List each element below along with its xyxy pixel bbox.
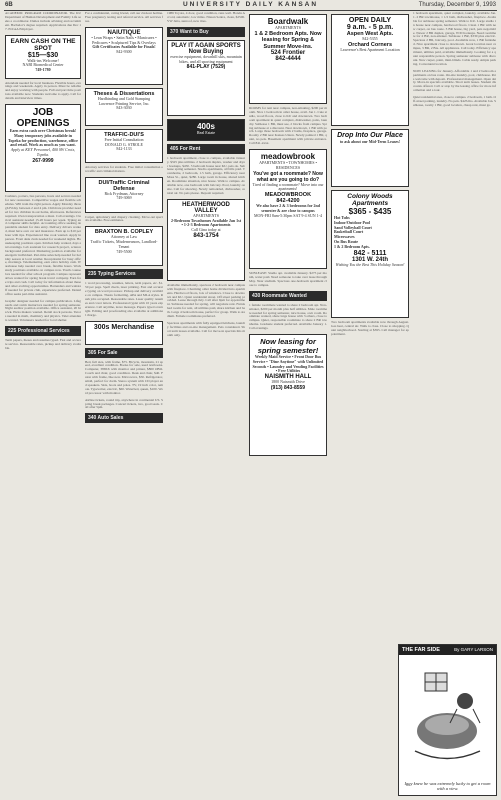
page-number-left: 6B [5, 2, 13, 8]
drop-in-ad [331, 129, 409, 187]
heatherwood-title: HEATHERWOOD VALLEY [182, 201, 230, 214]
naiutique-ad [85, 27, 163, 85]
column-4 [248, 12, 328, 796]
earn-cash-org: NABI Biomedical Center [22, 62, 64, 68]
heatherwood-ad [167, 199, 245, 281]
classified-text: SUBLEASE: Studio apt. available January. $275 per month, water paid. Need someone to take over lease through May. Near stadium. Spacious one-bedroom apartment close to campus. [249, 271, 327, 287]
colony-amenities [334, 216, 406, 250]
earn-cash-amount: $15—$30 [27, 51, 59, 59]
naiutique-title: NAIUTIQUE [107, 29, 141, 36]
meadowbrook-title: meadowbrook [260, 152, 316, 162]
naiutique-phone: 842-9300 [116, 49, 132, 55]
classified-text: 1 bedroom apartment, close to campus, available January. $325 plus utilities. 2 bedroom duplex, washer and dryer hookups, $450. 3 bedroom house near KU, pets ok. Sublease spring semester. Studio apartments, all bills paid. Townhome, 2 bedroom, 1.5 bath, garage. Efficiency near Mass St., quiet, $280. Large room in house, shared kitchen. Roommate situation, nice house. Walk to campus. Available now, one bedroom with balcony. Pool, laundry on site. Call for showing. Newly remodeled, dishwasher, central air. No pets please. Deposit required. [167, 155, 245, 195]
colony-addr: 1301 W. 24th [351, 256, 389, 263]
traffic-ad [85, 129, 163, 163]
section-header-for-sale: 305 For Sale [85, 348, 163, 358]
boardwalk-sub: APARTMENTS [274, 25, 302, 30]
classified-text: For a confidential, caring friend, call our 24-hour hotline. Free pregnancy testing and referral service. All services free. [85, 12, 163, 23]
braxton-sub: Attorney at Law [110, 234, 138, 240]
classified-text: Cashiers, porters, bus persons, hosts and servers needed for new restaurant. Competitive wages and flexible schedules. Will train the right person. Apply Monday through Friday between 2 and 4 pm. Childcare provider needed for two children in our home, afternoons. References required. Own transportation a must. Call evenings. Clerical assistant needed 15-20 hours per week. Typing and computer skills helpful. Accounting office seeking dependable student for data entry. Delivery drivers wanted, must have own car and insurance. Earn up to $10 per hour with tips. Experienced line cook wanted. Apply in person. Front desk clerk needed for weekend nights. Housekeeping positions open. Kitchen help wanted, days and evenings. Lab assistant for research project, science background preferred. Marketing position available for energetic individual. Part-time sales help needed for holiday season at local retailer. Receptionist for busy office, mornings. Telemarketing, earn extra holiday cash. Warehouse help needed over break, flexible hours. Work study positions available on campus now. Youth counselors needed for after school program. Campus representatives wanted for spring break travel company. Earn free trips and cash. Call today for information about these and other exciting opportunities. Bartenders and waitstaff needed for private club, experience preferred. Dental office seeks part-time assistant. [5, 194, 81, 296]
meadowbrook-name: MEADOWBROOK [264, 192, 312, 199]
comic-title: THE FAR SIDE [402, 647, 440, 653]
meadowbrook-question: You've got a roommate? Now what are you going to do? [253, 170, 323, 183]
colony-tag: Wishing You the Best This Holiday Season! [335, 261, 405, 267]
comic-caption: Iggy knew he was extremely lucky to get a room with a view. [404, 781, 491, 791]
real-estate-header [167, 119, 245, 141]
naiutique-note: Gift Certificates Available for Finals! [92, 44, 156, 50]
job-openings-body: Earn extra cash over Christmas break! Many temporary jobs available in Topeka for production, warehouse, office and retail. Work as much as you want. [8, 128, 78, 148]
naismith-name: NAISMITH HALL [264, 374, 312, 381]
play-it-body: exercise equipment, downhill skis, mountain bikes, and all sporting equipment [170, 53, 242, 64]
section-header-for-rent: 405 For Rent [167, 144, 245, 154]
column-3 [166, 12, 246, 796]
traffic-phone: 842-1133 [116, 146, 132, 152]
classified-text: Term papers, theses and resumes typed. Fast and accurate service. Reasonable rates, pickup and delivery available. [5, 338, 81, 350]
newspaper-name: UNIVERSITY DAILY KANSAN [182, 1, 319, 8]
amenity-item: Hot Tubs [334, 215, 350, 220]
section-header-roommate: 430 Roommate Wanted [249, 291, 327, 301]
criminal-title: DUI/Traffic Criminal Defense [98, 179, 150, 192]
open-daily-title: OPEN DAILY [348, 17, 392, 24]
column-6 [412, 12, 497, 640]
section-header-want-to-buy: 370 Want to Buy [167, 27, 245, 37]
real-estate-sub: Real Estate [196, 129, 216, 135]
real-estate-title: 400s [197, 121, 215, 131]
naismith-lines: Weekly Maid Service • Front Door Bus Service • "Dine Anytime" with Unlimited Seconds • Laundry and Vending Facilities • Free Utilities [252, 354, 324, 374]
open-daily-ad [331, 14, 409, 126]
classified-text: Two bedroom apartments available now through August. Gas heat, central air. Walk to class. Close to shopping. Quiet neighborhood. Starting at $395. Call manager for appointment. [331, 320, 409, 336]
drop-in-title: Drop Into Our Place [337, 132, 403, 139]
theses-title: Theses & Dissertations [93, 90, 155, 97]
job-openings-title: JOB OPENINGS [16, 107, 70, 130]
job-openings-cta: Apply at KEY Personnel, 400 SW Croix, Topeka. [10, 147, 76, 158]
boardwalk-title: Boardwalk [267, 17, 309, 26]
amenity-item: Indoor/Outdoor Pool [334, 219, 371, 225]
section-header-professional: 225 Professional Services [5, 326, 81, 336]
theses-body: Hardbinding and Gold Stamping [97, 95, 151, 101]
classified-text: Carpet, upholstery and drapery cleaning. Move-out specials available. Free estimates. [85, 214, 163, 223]
naismith-addr: 1800 Naismith Drive [271, 379, 305, 385]
open-daily-name: Aspen West Apts. [346, 31, 394, 37]
classified-text: Attendant needed for local business. Flexible hours, evenings and weekends. Apply in person. Must be reliable and enjoy working with people. Full and part time positions available now. Students welcome to apply. Call for details and interview times. [5, 80, 81, 101]
play-it-sub: Now Buying [188, 48, 224, 55]
meadowbrook-hours: MON-FRI 8am-5:30pm SAT 9-4 SUN 1-4 [253, 212, 323, 218]
naismith-title: Now leasing for spring semester! [257, 337, 319, 356]
comic-drawing [405, 661, 490, 771]
amenity-item: Basketball Court [334, 229, 364, 235]
open-daily-lines: Lawrence's Best Apartment Location [340, 46, 400, 52]
meadowbrook-phone: 842-4200 [276, 198, 300, 205]
job-openings-phone: 267-9999 [32, 157, 54, 164]
earn-cash-title: EARN CASH ON THE SPOT [10, 37, 76, 52]
classified-text: 1986 Toyota, 4 door, good condition, runs well. Honda Accord, automatic, low miles. Nissan Sentra, clean, $2500. VW Jetta, sunroof, new tires. [167, 12, 245, 23]
classified-text: ACADEMIC PROGRAM COORDINATOR. The KU Department of Human Development and Family Life seeks a coordinator. Duties include advising and recruitment. Bachelor's degree required. Applications due Dec 17. EO/AA Employer. [5, 12, 81, 31]
criminal-name: Rick Frydman, Attorney [104, 190, 144, 196]
colony-woods-ad [331, 190, 409, 318]
colony-price: $365 - $435 [348, 207, 392, 216]
play-it-title: PLAY IT AGAIN SPORTS [171, 42, 241, 49]
theses-org: Lawrence Printing Service, Inc. [98, 100, 150, 106]
merchandise-header [85, 321, 163, 345]
braxton-body: Traffic Tickets, Misdemeanors, Landlord-Tenant [90, 239, 158, 249]
drop-in-sub: to ask about our Mid-Term Leases! [339, 139, 401, 144]
meadowbrook-lines: Tired of finding a roommate? Move into our apartments! [252, 181, 324, 192]
classified-text: 1 female roommate wanted to share 2 bedroom apt. Non-smoker, $200 per month plus half utilities. Male roommate needed for spring semester, nice house, own room. Roommate wanted, share large house with 3 others, close to campus. Quiet, responsible roommate to share 2 BR townhome. Graduate student preferred. Available January 1. Call evenings. [249, 302, 327, 331]
meadowbrook-ad [249, 149, 327, 269]
theses-phone: 843-3030 [116, 105, 132, 111]
criminal-phone: 749-3069 [116, 195, 132, 201]
amenity-item: Microwaves [334, 234, 355, 240]
criminal-defense-ad [85, 177, 163, 213]
boardwalk-addr: 524 Frontier [270, 50, 306, 57]
classified-text: 1 bedroom apartment, quiet complex, laundry, available Jan. 1. 2 BR townhouse, 1 1/2 bath, dishwasher, fireplace. Available for sublease spring semester. Walk to KU. Large studio in house near campus, hardwood floors. Clean 1 BR with new carpet, on bus route. 3 BR house, big yard, pets negotiable. Newer 2 BR duplex, garage, W/D hookups. Need roommate for 2 BR, non-smoker. Sublease 1 BR, $330 plus electric. Spacious 2 BR, balcony, pool. Available now, 1 BR furnished. Nice apartment close to downtown. Great location near campus, 3 BR, 2 BA. All appliances. Call today. Efficiency apartment, utilities paid, available immediately. Looking for a quiet responsible person. Spring semester sublease with discount. New carpet, paint, mini-blinds. Cable ready. Ample parking. Convenient location. [413, 12, 496, 66]
masthead [0, 0, 501, 10]
meadowbrook-tag: We also have 2 & 3 bedrooms for 2nd semester & are close to campus [256, 203, 320, 214]
naismith-ad [249, 334, 327, 456]
braxton-title: BRAXTON B. COPLEY [94, 229, 154, 236]
section-header-typing: 235 Typing Services [85, 269, 163, 279]
colony-title: Colony Woods Apartments [347, 193, 393, 207]
theses-ad [85, 88, 163, 126]
traffic-body: Free Initial Consultation [104, 136, 144, 142]
classified-text: Attorney services for students. Free initial consultation on traffic and criminal matters. [85, 164, 163, 173]
boardwalk-ad [249, 14, 327, 104]
job-openings-ad [5, 104, 81, 192]
open-daily-addr: Orchard Corners [347, 41, 392, 48]
heatherwood-lines: 2-Bedroom Townhomes Available Jan 1st • 1-2-3 Bedroom Apartments [170, 217, 242, 228]
classified-text: Bed, full size, with frame, $75. Bicycle, mountain, 21 speed, excellent condition. Books for sale, used textbooks. Computer, 386SX with monitor and printer, $800 OBO. Couch and chair, good condition. Desk and chair, $40. Futon with frame, like new. Microwave, $50. Refrigerator, small, perfect for dorm. Stereo system with CD player and speakers. Skis, boots and poles. TV, 19 inch color, remote. Typewriter, electric, $60. Waterbed, queen, $100. Word processor with monitor. [85, 359, 163, 395]
comic-author: By GARY LARSON [454, 647, 493, 652]
meadowbrook-sub: APARTMENTS • TOWNHOMES • RESIDENCES [259, 160, 317, 170]
amenity-item: 1 & 2 Bedroom Apts. [334, 243, 370, 249]
heatherwood-sub: APARTMENTS [192, 212, 220, 218]
classified-text: ROOMS for rent near campus, non-smoking, $200 per month. Nice 1 bedroom in older house, avail. Jan 1. Cute studio, wood floors, close to KU and downtown. Two bedroom apartment in quiet complex, dishwasher, patio, laundry. Sublease 1 BR, must see, 2 blocks from campus. Spring sublease at a discount. Near downtown, 1 BR with porch. Large three bedroom with 2 baths, fireplace, garage. Roomy 2 BR near Kansas Union. Newly painted 1 BR, quiet, no pets. Basement apartment with private entrance. Call 841-xxxx. [249, 106, 327, 146]
masthead-rule [4, 10, 497, 11]
boardwalk-lines: 1 & 2 Bedroom Apts. Now leasing for Spring & Summer Move-ins. [254, 30, 322, 50]
issue-date: Thursday, December 9, 1993 [418, 2, 496, 8]
far-side-comic [398, 644, 497, 796]
boardwalk-phone: 842-4444 [275, 56, 301, 63]
classified-text: Available immediately, spacious 2 bedroom near campus with fireplace. Charming older home divided into apartments. Hardwood floors, lots of windows. Close to downtown and KU. Quiet residential street. Off street parking provided. Lease through July. Call after 6pm for appointment. Sublease needed for spring, will negotiate rent. Furnished rooms for rent, all utilities paid, share kitchen and bath. Large 4 bedroom house, perfect for group. Walk to stadium. Female roommates preferred. [167, 282, 245, 319]
traffic-title: TRAFFIC-DUI'S [104, 131, 144, 138]
earn-cash-ad [5, 35, 81, 79]
play-it-phone: 841-PLAY (7529) [186, 64, 226, 71]
classified-text: 1 word processing, resumes, letters, term papers, etc. $1.50 per page. Spell check, laser printing. Fast and accurate typing on word processor. Pickup and delivery available on campus. Thesis formatting, APA and MLA styles. Rush jobs accepted. Reasonable rates. Laser quality resumes and cover letters. Professional typist with 10 years experience. Call anytime, leave message. Papers typed overnight. Editing and proofreading also available at additional charge. [85, 281, 163, 317]
column-2 [84, 12, 164, 796]
amenity-item: On Bus Route [334, 238, 359, 244]
section-header-auto: 340 Auto Sales [85, 413, 163, 423]
open-daily-phone: 842-5355 [362, 36, 378, 41]
comic-header [399, 645, 496, 655]
classified-text: Spacious apartments with fully equipped kitchens, laundry facilities and on-site management. Pets considered. Short term leases available. Call for move-in specials this month only. [167, 320, 245, 337]
earn-cash-sub: Walk-ins Welcome! [27, 57, 59, 63]
amenity-item: Sand Volleyball Court [334, 224, 372, 230]
braxton-phone: 749-5500 [116, 248, 132, 254]
earn-cash-phone: 749-1780 [35, 67, 51, 73]
merch-title: 300s Merchandise [93, 323, 155, 331]
heatherwood-cta: Call Gina today at [191, 227, 221, 233]
naiutique-body: • Lean Wraps • Satin Nails • Manicures • Pedicures • Sculptured Tips & Overlays [91, 34, 157, 45]
naismith-phone: (913) 843-8559 [270, 385, 306, 392]
colony-phone: 842 - 5111 [353, 249, 387, 257]
column-1 [4, 12, 82, 796]
open-daily-hours: 9 a.m. - 5 p.m. [346, 24, 394, 31]
traffic-name: DONALD G. STROLE [105, 141, 143, 147]
classified-text: Airline tickets, round trip, anywhere in continental US. Spring break packages. Concert tickets, two, good seats. Call after 5pm. [85, 397, 163, 410]
heatherwood-phone: 843-1754 [193, 232, 219, 239]
classified-text: Graphic designer needed for campus publication. Lifeguards and swim instructors needed for spring semester. Night auditor position available. Office assistant, 20 hrs/wk. Pizza makers wanted. Retail stock persons. Tutors needed in math, chemistry and physics. Valet attendants wanted. Volunteers needed for local shelter. [5, 298, 81, 323]
classified-text: NOW LEASING for January. Affordable 1 and 2 bedroom apartments on bus route. On-site laundry, pool, clubhouse. Pets welcome with deposit. Professional management. Open daily. Move-in specials available. Short term leases. Student discounts offered. Call or stop by the leasing office for more information and a tour. [413, 68, 496, 93]
play-it-again-ad [167, 40, 245, 116]
classified-text: Quiet residential area, close to campus. 2 bedroom, 1 bath. Off-street parking, laundry. No pets. $425/mo. Available Jan. Sublease, roomy 1 BR, good location, cheap rent, must go. [413, 95, 496, 107]
braxton-ad [85, 226, 163, 266]
